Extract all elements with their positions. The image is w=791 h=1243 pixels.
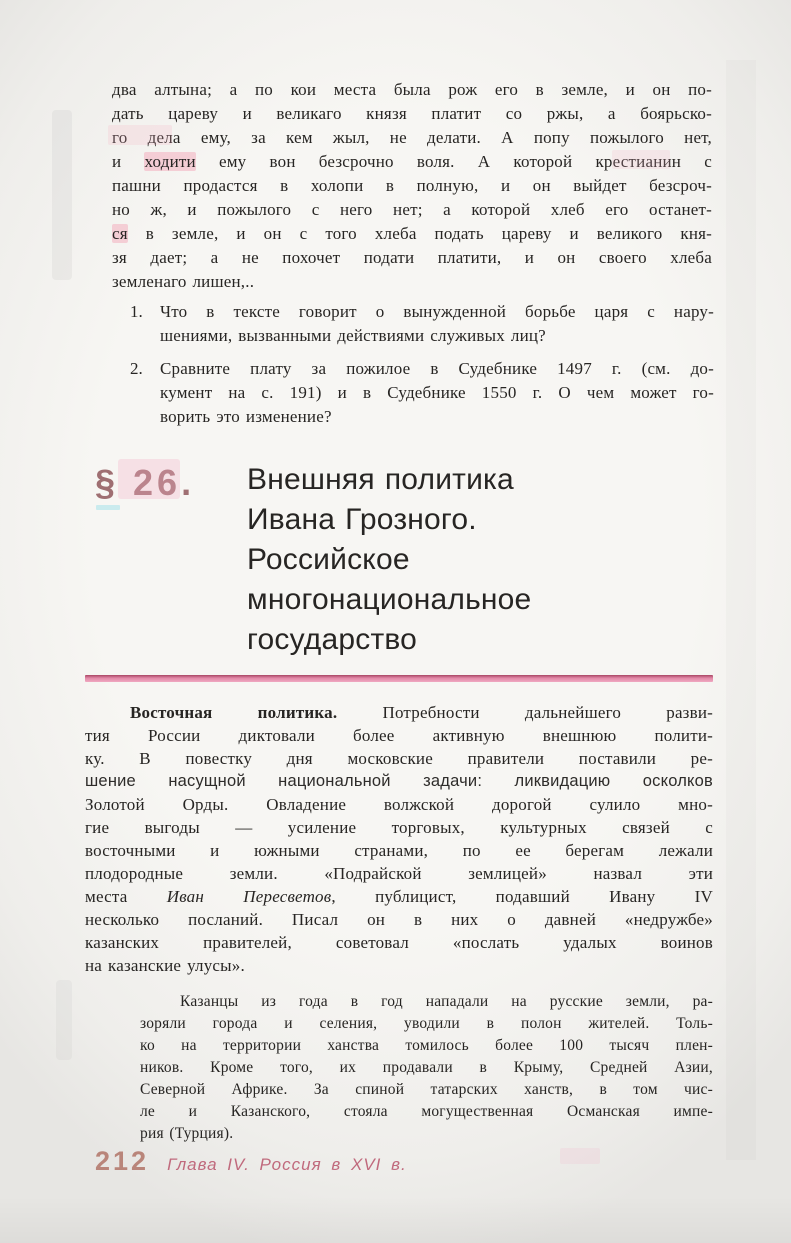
text-line: пашни продастся в холопи в полную, и он выйдет безсроч- — [112, 176, 712, 195]
main-paragraph — [85, 701, 713, 977]
scan-artifact-cyan-mark — [96, 505, 120, 510]
text-line: гие выгоды — усиление торговых, культурных связей с — [85, 818, 713, 837]
text-line: Ивана Грозного. — [247, 503, 477, 536]
question-item — [130, 300, 714, 348]
question-text — [160, 300, 714, 348]
question-number: 1. — [130, 302, 143, 321]
scan-artifact-gray-smudge — [52, 110, 72, 280]
small-print-paragraph — [140, 991, 713, 1145]
text-line: восточными и южными странами, по ее берегам лежали — [85, 841, 713, 860]
section-title — [247, 460, 717, 660]
text-line: земленаго лишен,.. — [112, 272, 255, 291]
text-line: зоряли города и селения, уводили в полон жителей. Толь- — [140, 1015, 713, 1032]
paragraph-number: § 26. — [95, 462, 196, 503]
text-line: Российское — [247, 543, 410, 576]
text-line: зя дает; а не похочет подати платити, и он своего хлеба — [112, 248, 712, 267]
questions-list — [130, 300, 714, 438]
text-line: Сравните плату за пожилое в Судебнике 1497 г. (см. до- — [160, 359, 714, 378]
scan-artifact-page-edge-shadow — [0, 1196, 791, 1243]
page-number: 212 — [95, 1146, 150, 1176]
text-line: Казанцы из года в год нападали на русские земли, ра- — [180, 993, 713, 1010]
text-line: ников. Кроме того, их продавали в Крыму, Средней Азии, — [140, 1059, 713, 1076]
text-line: места Иван Пересветов, публицист, подавший Ивану IV — [85, 887, 713, 906]
text-line: но ж, и пожылого с него нет; а которой хлеб его останет- — [112, 200, 712, 219]
text-line: Внешняя политика — [247, 463, 514, 496]
text-line: кумент на с. 191) и в Судебнике 1550 г. О чем может го- — [160, 383, 714, 402]
question-number: 2. — [130, 359, 143, 378]
chapter-title: Глава IV. Россия в XVI в. — [167, 1155, 407, 1174]
text-line: ся в земле, и он с того хлеба подать цареву и великого кня- — [112, 224, 712, 243]
text-line: ко на территории ханства томилось более 100 тысяч плен- — [140, 1037, 713, 1054]
text-line: ворить это изменение? — [160, 407, 332, 426]
text-line: плодородные земли. «Подрайской землицей» назвал эти — [85, 864, 713, 883]
text-line: Что в тексте говорит о вынужденной борьбе царя с нару- — [160, 302, 714, 321]
scan-artifact-gray-smudge — [56, 980, 72, 1060]
text-line: тия России диктовали более активную внешнюю полити- — [85, 726, 713, 745]
scan-artifact-gray-smudge — [726, 60, 756, 1160]
accent-rule — [85, 675, 713, 682]
text-line: ле и Казанского, стояла могущественная Османская импе- — [140, 1103, 713, 1120]
text-line: дать цареву и великаго князя платит со ржы, а боярьско- — [112, 104, 712, 123]
text-line: шениями, вызванными действиями служивых лиц? — [160, 326, 546, 345]
text-line: Восточная политика. Потребности дальнейшего разви- — [130, 703, 713, 722]
text-line: го дела ему, за кем жыл, не делати. А попу пожылого нет, — [112, 128, 712, 147]
text-line: Золотой Орды. Овладение волжской дорогой сулило мно- — [85, 795, 713, 814]
text-line: Северной Африке. За спиной татарских ханств, в том чис- — [140, 1081, 713, 1098]
scan-artifact-pink-smudge — [560, 1148, 600, 1164]
text-line: на казанские улусы». — [85, 956, 245, 975]
text-line: два алтына; а по кои места была рож его в земле, и он по- — [112, 80, 712, 99]
question-item — [130, 357, 714, 429]
text-line: государство — [247, 623, 418, 656]
text-line: ку. В повестку дня московские правители поставили ре- — [85, 749, 713, 768]
text-line: и ходити ему вон безсрочно воля. А которой крестианин с — [112, 152, 712, 171]
text-line: рия (Турция). — [140, 1125, 234, 1142]
text-line: шение насущной национальной задачи: ликвидацию осколков — [85, 772, 713, 790]
text-line: казанских правителей, советовал «послать удалых воинов — [85, 933, 713, 952]
text-line: многонациональное — [247, 583, 532, 616]
text-line: несколько посланий. Писал он в них о давней «недружбе» — [85, 910, 713, 929]
question-text — [160, 357, 714, 429]
page-footer — [95, 1146, 407, 1177]
document-excerpt — [112, 78, 712, 294]
